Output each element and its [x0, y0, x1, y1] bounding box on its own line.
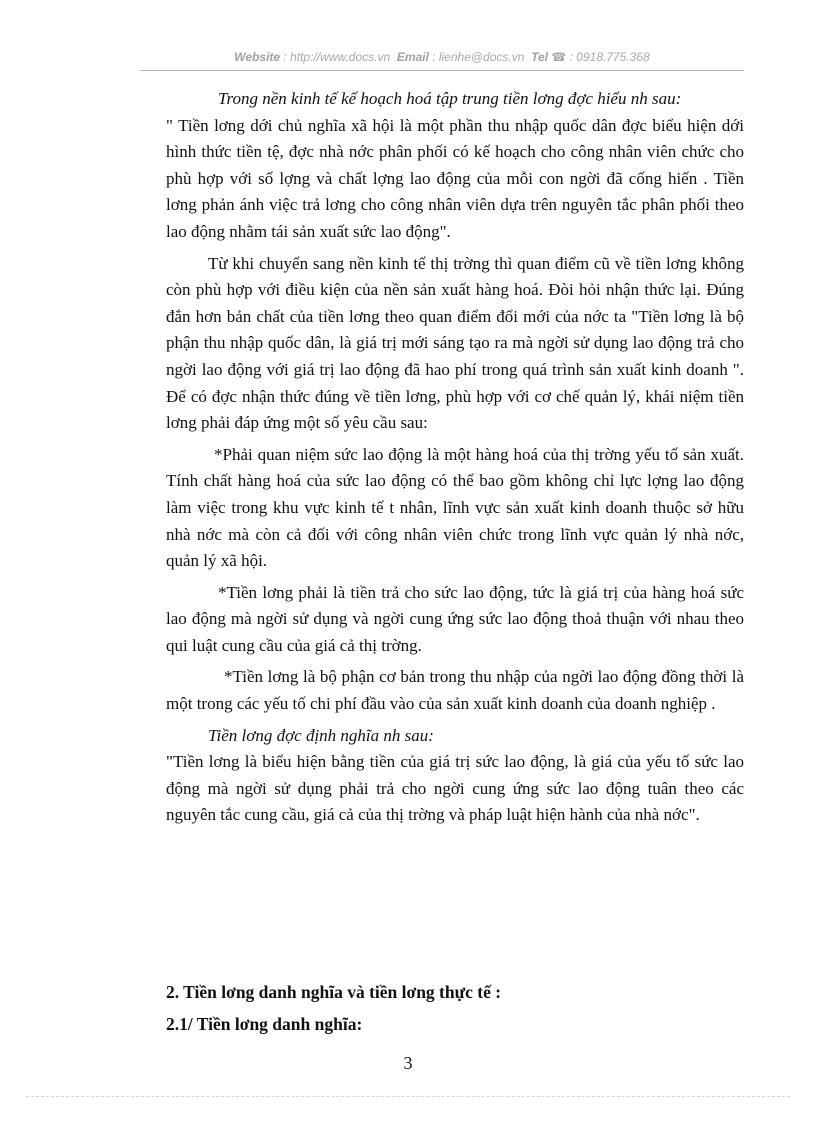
- email-value: : lienhe@docs.vn: [432, 50, 525, 64]
- website-label: Website: [234, 50, 281, 64]
- subsection-heading: 2.1/ Tiền lơng danh nghĩa:: [166, 1014, 363, 1034]
- header-divider: [140, 70, 744, 71]
- intro-paragraph: Trong nền kinh tế kế hoạch hoá tập trung tiền lơng đợc hiểu nh sau:: [218, 89, 682, 108]
- requirement-3-paragraph: *Tiền lơng là bộ phận cơ bản trong thu nhập của ngời lao động đồng thời là một trong các yếu tố chi phí đầu vào của sản xuất kinh doanh của doanh nghiệp .: [166, 667, 744, 714]
- email-label: Email: [396, 50, 429, 64]
- definition-intro-paragraph: Tiền lơng đợc định nghĩa nh sau:: [208, 725, 434, 745]
- page-header: [140, 50, 744, 64]
- website-value: : http://www.docs.vn: [283, 50, 391, 64]
- section-heading: 2. Tiền lơng danh nghĩa và tiền lơng thực tế :: [166, 982, 502, 1002]
- footer-divider: [26, 1096, 790, 1097]
- page-number: 3: [403, 1053, 413, 1073]
- definition-paragraph: "Tiền lơng là biểu hiện bằng tiền của giá trị sức lao động, là giá của yếu tố sức lao động mà ngời sử dụng phải trả cho ngời cung ứng sức lao động tuân theo các nguyên tắc cung cầu, giá cả của thị trờng và pháp luật hiện hành của nhà nớc".: [166, 752, 744, 825]
- document-body: [166, 86, 744, 829]
- requirement-1-paragraph: *Phải quan niệm sức lao động là một hàng hoá của thị trờng yếu tố sản xuất. Tính chất hàng hoá của sức lao động có thể bao gồm không chỉ lực lợng lao động làm việc trong khu vực kinh tế t nhân, lĩnh vực sản xuất kinh doanh thuộc sở hữu nhà nớc mà còn cả đối với công nhân viên chức trong lĩnh vực quản lý nhà nớc, quản lý xã hội.: [166, 444, 744, 571]
- market-economy-paragraph: Từ khi chuyển sang nền kinh tế thị trờng thì quan điểm cũ về tiền lơng không còn phù hợp với điều kiện của nền sản xuất hàng hoá. Đòi hỏi nhận thức lại. Đúng đắn hơn bản chất của tiền lơng theo quan điểm đổi mới của nớc ta "Tiền lơng là bộ phận thu nhập quốc dân, là giá trị mới sáng tạo ra mà ngời sử dụng lao động trả cho ngời lao động với giá trị lao động đã hao phí trong quá trình sản xuất kinh doanh ". Để có đợc nhận thức đúng về tiền lơng, phù hợp với cơ chế quản lý, khái niệm tiền lơng phải đáp ứng một số yêu cầu sau:: [166, 253, 744, 433]
- tel-label: Tel: [531, 50, 548, 64]
- phone-icon: ☎: [551, 50, 567, 64]
- requirement-2-paragraph: *Tiền lơng phải là tiền trả cho sức lao động, tức là giá trị của hàng hoá sức lao động mà ngời sử dụng và ngời cung ứng sức lao động thoả thuận với nhau theo qui luật cung cầu của giá cả thị trờng.: [166, 582, 744, 655]
- definition-quote-paragraph: " Tiền lơng dới chủ nghĩa xã hội là một phần thu nhập quốc dân đợc biểu hiện dới hình thức tiền tệ, đợc nhà nớc phân phối có kế hoạch cho công nhân viên chức cho phù hợp với số lợng và chất lợng lao động của mỗi con ngời đã cống hiến . Tiền lơng phản ánh việc trả lơng cho công nhân viên dựa trên nguyên tắc phân phối theo lao động nhằm tái sản xuất sức lao động".: [166, 115, 744, 241]
- tel-value: : 0918.775.368: [569, 50, 650, 64]
